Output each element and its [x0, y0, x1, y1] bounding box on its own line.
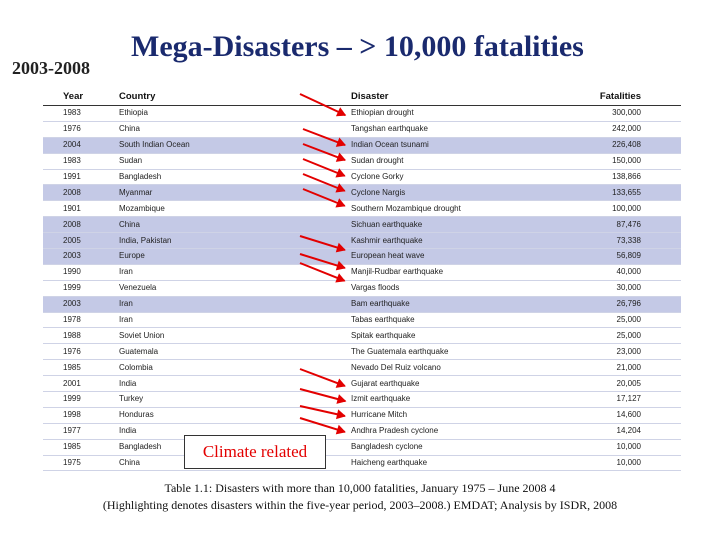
cell-country: Turkey	[115, 392, 347, 408]
cell-country: India	[115, 376, 347, 392]
climate-related-label: Climate related	[184, 435, 326, 469]
cell-year: 2005	[43, 233, 115, 249]
table-row	[43, 280, 681, 296]
cell-disaster: Ethiopian drought	[347, 106, 581, 122]
cell-disaster: Gujarat earthquake	[347, 376, 581, 392]
cell-year: 1988	[43, 328, 115, 344]
cell-year: 1976	[43, 121, 115, 137]
cell-year: 1901	[43, 201, 115, 217]
cell-disaster: Bangladesh cyclone	[347, 439, 581, 455]
period-label: 2003-2008	[12, 58, 90, 78]
table-row	[43, 455, 681, 471]
table-row	[43, 137, 681, 153]
table-row	[43, 121, 681, 137]
cell-year: 1999	[43, 392, 115, 408]
cell-country: Ethiopia	[115, 106, 347, 122]
cell-country: China	[115, 121, 347, 137]
page-title: Mega-Disasters – > 10,000 fatalities	[131, 30, 584, 63]
cell-year: 2003	[43, 249, 115, 265]
cell-country: Mozambique	[115, 201, 347, 217]
cell-disaster: Haicheng earthquake	[347, 455, 581, 471]
table-row	[43, 344, 681, 360]
header-fatalities: Fatalities	[581, 88, 681, 106]
cell-country: Colombia	[115, 360, 347, 376]
table-row	[43, 264, 681, 280]
table-row	[43, 423, 681, 439]
table-row	[43, 392, 681, 408]
cell-fatalities: 14,204	[581, 423, 681, 439]
cell-country: Iran	[115, 264, 347, 280]
cell-disaster: Sichuan earthquake	[347, 217, 581, 233]
cell-disaster: Tangshan earthquake	[347, 121, 581, 137]
cell-year: 1991	[43, 169, 115, 185]
cell-country: Bangladesh	[115, 439, 347, 455]
cell-fatalities: 10,000	[581, 455, 681, 471]
cell-fatalities: 10,000	[581, 439, 681, 455]
cell-year: 1999	[43, 280, 115, 296]
cell-year: 1983	[43, 153, 115, 169]
cell-country: Guatemala	[115, 344, 347, 360]
cell-country: Sudan	[115, 153, 347, 169]
cell-country: Bangladesh	[115, 169, 347, 185]
cell-year: 1977	[43, 423, 115, 439]
cell-year: 2001	[43, 376, 115, 392]
table-row	[43, 328, 681, 344]
cell-fatalities: 14,600	[581, 407, 681, 423]
cell-fatalities: 242,000	[581, 121, 681, 137]
table-row	[43, 169, 681, 185]
cell-country: Europe	[115, 249, 347, 265]
cell-fatalities: 26,796	[581, 296, 681, 312]
table-row	[43, 439, 681, 455]
cell-disaster: Cyclone Gorky	[347, 169, 581, 185]
table-row	[43, 296, 681, 312]
cell-country: India	[115, 423, 347, 439]
cell-year: 1985	[43, 360, 115, 376]
cell-disaster: Spitak earthquake	[347, 328, 581, 344]
cell-disaster: Kashmir earthquake	[347, 233, 581, 249]
cell-country: China	[115, 455, 347, 471]
table-row	[43, 106, 681, 122]
cell-disaster: The Guatemala earthquake	[347, 344, 581, 360]
cell-fatalities: 150,000	[581, 153, 681, 169]
cell-year: 2004	[43, 137, 115, 153]
cell-country: India, Pakistan	[115, 233, 347, 249]
cell-year: 2008	[43, 185, 115, 201]
cell-disaster: Indian Ocean tsunami	[347, 137, 581, 153]
cell-disaster: Manjil-Rudbar earthquake	[347, 264, 581, 280]
header-country: Country	[115, 88, 347, 106]
cell-country: Venezuela	[115, 280, 347, 296]
table-row	[43, 185, 681, 201]
cell-disaster: Tabas earthquake	[347, 312, 581, 328]
cell-year: 1975	[43, 455, 115, 471]
cell-fatalities: 20,005	[581, 376, 681, 392]
table-row	[43, 201, 681, 217]
cell-disaster: European heat wave	[347, 249, 581, 265]
table-header-row	[43, 88, 681, 106]
table-row	[43, 153, 681, 169]
disasters-table-container	[43, 88, 681, 468]
cell-year: 1985	[43, 439, 115, 455]
cell-country: Iran	[115, 296, 347, 312]
cell-fatalities: 21,000	[581, 360, 681, 376]
cell-fatalities: 17,127	[581, 392, 681, 408]
cell-disaster: Cyclone Nargis	[347, 185, 581, 201]
table-row	[43, 376, 681, 392]
caption-line-2: (Highlighting denotes disasters within the five-year period, 2003–2008.) EMDAT; Analysis by ISDR, 2008	[102, 498, 618, 512]
cell-country: Honduras	[115, 407, 347, 423]
cell-disaster: Vargas floods	[347, 280, 581, 296]
table-row	[43, 249, 681, 265]
cell-disaster: Nevado Del Ruiz volcano	[347, 360, 581, 376]
cell-disaster: Andhra Pradesh cyclone	[347, 423, 581, 439]
cell-fatalities: 25,000	[581, 328, 681, 344]
table-row	[43, 312, 681, 328]
cell-fatalities: 87,476	[581, 217, 681, 233]
cell-disaster: Sudan drought	[347, 153, 581, 169]
table-caption	[0, 480, 720, 514]
table-row	[43, 407, 681, 423]
cell-country: Soviet Union	[115, 328, 347, 344]
cell-year: 1983	[43, 106, 115, 122]
cell-fatalities: 30,000	[581, 280, 681, 296]
caption-line-1: Table 1.1: Disasters with more than 10,000 fatalities, January 1975 – June 2008 4	[164, 481, 556, 495]
cell-fatalities: 23,000	[581, 344, 681, 360]
cell-year: 1976	[43, 344, 115, 360]
header-year: Year	[43, 88, 115, 106]
cell-disaster: Hurricane Mitch	[347, 407, 581, 423]
cell-year: 1990	[43, 264, 115, 280]
cell-fatalities: 226,408	[581, 137, 681, 153]
cell-year: 1998	[43, 407, 115, 423]
cell-fatalities: 133,655	[581, 185, 681, 201]
cell-disaster: Southern Mozambique drought	[347, 201, 581, 217]
cell-fatalities: 73,338	[581, 233, 681, 249]
table-row	[43, 233, 681, 249]
cell-fatalities: 300,000	[581, 106, 681, 122]
cell-year: 2003	[43, 296, 115, 312]
cell-country: China	[115, 217, 347, 233]
cell-fatalities: 138,866	[581, 169, 681, 185]
table-row	[43, 217, 681, 233]
cell-disaster: Bam earthquake	[347, 296, 581, 312]
cell-fatalities: 100,000	[581, 201, 681, 217]
cell-fatalities: 56,809	[581, 249, 681, 265]
cell-fatalities: 40,000	[581, 264, 681, 280]
cell-fatalities: 25,000	[581, 312, 681, 328]
cell-disaster: Izmit earthquake	[347, 392, 581, 408]
cell-year: 1978	[43, 312, 115, 328]
table-row	[43, 360, 681, 376]
cell-year: 2008	[43, 217, 115, 233]
disasters-table	[43, 88, 681, 471]
cell-country: Iran	[115, 312, 347, 328]
cell-country: South Indian Ocean	[115, 137, 347, 153]
header-disaster: Disaster	[347, 88, 581, 106]
cell-country: Myanmar	[115, 185, 347, 201]
